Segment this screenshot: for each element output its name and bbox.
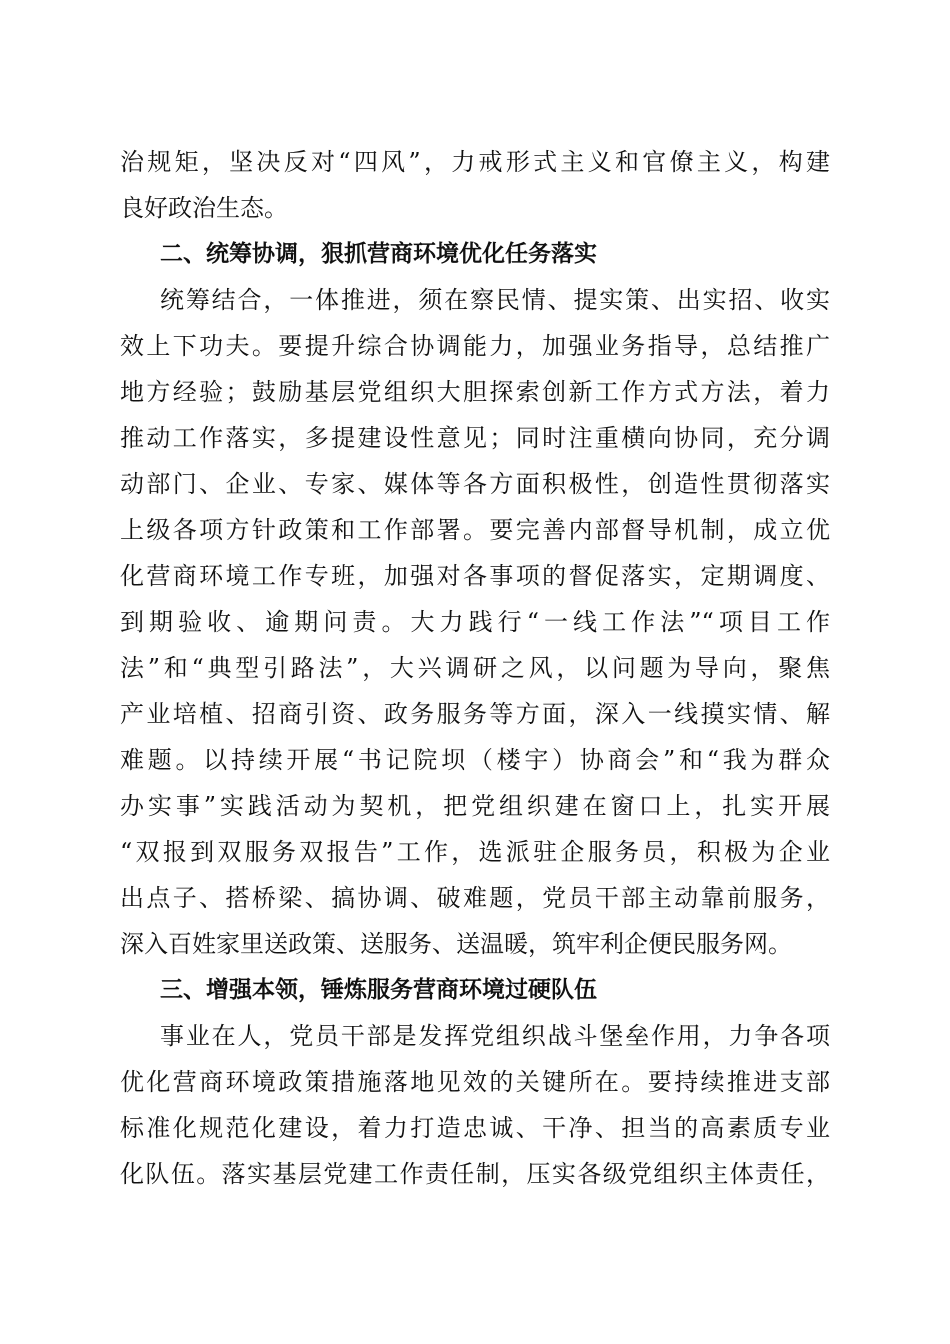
paragraph-3-line-3: 标准化规范化建设，着力打造忠诚、干净、担当的高素质专业 [120,1114,830,1142]
paragraph-2-line-10: 产业培植、招商引资、政务服务等方面，深入一线摸实情、解 [120,700,830,728]
paragraph-1-line-2: 良好政治生态。 [120,194,288,222]
paragraph-1-line-1: 治规矩，坚决反对“四风”，力戒形式主义和官僚主义，构建 [120,148,830,176]
paragraph-2-line-3: 地方经验；鼓励基层党组织大胆探索创新工作方式方法，着力 [120,378,830,406]
paragraph-3-line-2: 优化营商环境政策措施落地见效的关键所在。要持续推进支部 [120,1068,830,1096]
paragraph-2-line-14: 出点子、搭桥梁、搞协调、破难题，党员干部主动靠前服务， [120,884,830,912]
paragraph-2-line-7: 化营商环境工作专班，加强对各事项的督促落实，定期调度、 [120,562,830,590]
paragraph-2-line-15: 深入百姓家里送政策、送服务、送温暖，筑牢利企便民服务网。 [120,930,792,958]
section-heading-2: 二、统筹协调，狠抓营商环境优化任务落实 [160,241,597,267]
paragraph-2-line-9: 法”和“典型引路法”，大兴调研之风，以问题为导向，聚焦 [120,654,830,682]
paragraph-2-line-6: 上级各项方针政策和工作部署。要完善内部督导机制，成立优 [120,516,830,544]
paragraph-2-line-8: 到期验收、逾期问责。大力践行“一线工作法”“项目工作 [120,608,830,636]
paragraph-2-line-11: 难题。以持续开展“书记院坝（楼宇）协商会”和“我为群众 [120,746,830,774]
paragraph-2-line-1: 统筹结合，一体推进，须在察民情、提实策、出实招、收实 [160,286,830,314]
paragraph-3-line-4: 化队伍。落实基层党建工作责任制，压实各级党组织主体责任， [120,1160,830,1188]
paragraph-2-line-5: 动部门、企业、专家、媒体等各方面积极性，创造性贯彻落实 [120,470,830,498]
paragraph-2-line-12: 办实事”实践活动为契机，把党组织建在窗口上，扎实开展 [120,792,830,820]
paragraph-3-line-1: 事业在人，党员干部是发挥党组织战斗堡垒作用，力争各项 [160,1022,830,1050]
section-heading-3: 三、增强本领，锤炼服务营商环境过硬队伍 [160,977,597,1003]
paragraph-2-line-2: 效上下功夫。要提升综合协调能力，加强业务指导，总结推广 [120,332,830,360]
paragraph-2-line-4: 推动工作落实，多提建设性意见；同时注重横向协同，充分调 [120,424,830,452]
paragraph-2-line-13: “双报到双服务双报告”工作，选派驻企服务员，积极为企业 [120,838,830,866]
